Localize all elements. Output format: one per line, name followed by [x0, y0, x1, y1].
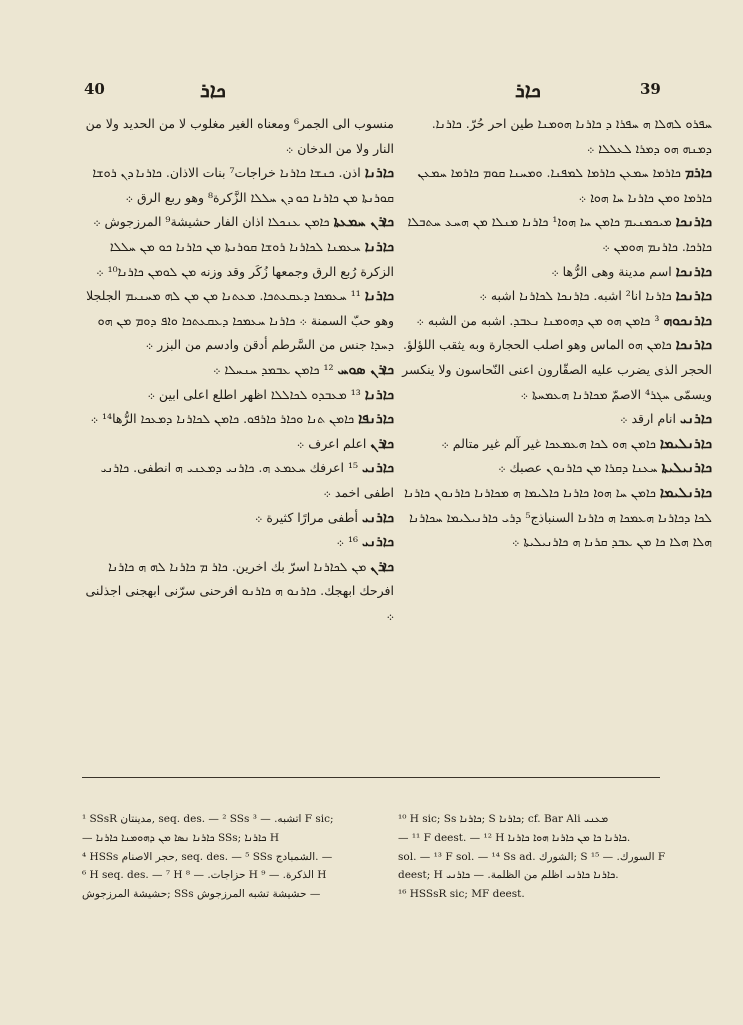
dictionary-entry [82, 506, 394, 531]
entry-text: ܚܥܢܐ ܕܩܪܐ ܡܢ ܟܐܪܢܘܢ عصبك ܀ [498, 460, 658, 476]
entry-text: اذن. ܟܢܫܐ ܟܐܪܢܐ خراجات⁷ بنات الاذان. ܟܐܪܢܐ ܕܢ ܪܘܫܐ ܩܘܪܢܬܐ ܡܢ ܟܐܪܢܐ ܟܘ ܕܢ ܚܠܠܐ الزَّكرة⁸ وهو ربع الرق ܀ [92, 165, 394, 205]
entry-text: ܟܐܪܡܐ ܚܡܥܢ ܟܐܪܡܐ ܠܡܦܢܐ. ܘܡܚܢܐ ܩܘܡ ܟܐܪܡܐ ܚܡܥܢ ܟܐܪܡܐ ܘܡܢ ܟܐܪܢܐ ܚܐ ܗܘܐ ܀ [417, 165, 712, 205]
entry-headword: ܟܐܪܢܐ [364, 288, 394, 305]
footnotes-right [398, 810, 690, 904]
entry-text: ³ ܟܐܡܢ ܗܘ ܡܢ ܕܗܘܡܢܐ ܢܥܒܕ. اشبه من الشبه ܀ [416, 312, 660, 328]
footnote-line: ¹⁰ H sic; Ss ܟܐܪܢܐ; S ܟܐܪܢܐ; cf. Bar Ali ܡܥܢܝ [398, 813, 609, 825]
entry-headword: ܟܐܪܢܐ [364, 165, 394, 182]
entry-headword: ܟܐܪܢܐ [364, 386, 394, 403]
entry-text: ¹³ ܡܥܒܕܘ ܠܟܐܠܠܐ اظهر اطلع اعلى ابين ܀ [147, 386, 361, 402]
entry-text: ܟܐܡܢ ܥܢܟܠܐ اذان الفار حشيشة⁹ المرزجوش ܀ [93, 214, 330, 230]
entry-text: انام ارقد ܀ [619, 411, 676, 427]
dictionary-entry [82, 383, 394, 408]
entry-text: اسم مدينة وهى الرُّها ܀ [551, 263, 672, 279]
left-column [82, 112, 394, 628]
left-page-number: 40 [84, 80, 105, 98]
entry-text: ¹⁶ ܀ [336, 534, 358, 550]
right-page-number: 39 [640, 80, 661, 98]
dictionary-entry [82, 210, 394, 235]
entry-text: ܚܥܡܢܐ ܠܟܐܪܢܐ ܪܘܫܐ ܩܘܪܢܬܐ ܡܢ ܟܐܪܢܐ ܟܘ ܡܢ ܚܠܠܐ الزكرة رُبع الرق وجمعها زُكَر وقد وزنه ܡܢ ܠܘܡܢ ܟܐܪܢܐ¹⁰ ܀ [96, 238, 394, 279]
footnote-line: — ¹¹ F deest. — ¹² H ܟܐܪܢܐ ܟܐ ܡܢ ܟܐܪܢܐ ܗܘܐ ܟܐܪܢܐ. [398, 831, 631, 844]
dictionary-entry [400, 481, 712, 555]
entry-text: ¹⁵ اعرفك ܚܥܡܥ ܗ. ܟܐܪܢܝ ܕܡܥܢܝ ܗ انطفى. ܟܐܪܢܝ اطفى اخمد ܀ [100, 460, 394, 500]
right-running-head: ܟܐܪ [515, 78, 541, 102]
dictionary-entry [82, 235, 394, 284]
entry-headword: ܟܐܪܢ [370, 435, 394, 452]
dictionary-entry [82, 432, 394, 457]
right-column [400, 112, 712, 555]
dictionary-entry [400, 210, 712, 259]
footnote-line: حشيشة المرزجوش; SSs حشيشة تشبه المرزجوش — [82, 888, 321, 901]
entry-headword: ܟܐܪܢܝܠܝܬܐ [661, 460, 712, 477]
entry-text: أطفى مرارًا كثيرة ܀ [254, 509, 358, 525]
footnotes-left [82, 810, 374, 904]
dictionary-entry [400, 284, 712, 309]
entry-headword: ܟܐܪܢܟܘܗ [663, 312, 712, 329]
dictionary-entry [82, 161, 394, 210]
dictionary-entry [82, 407, 394, 432]
entry-text: ܚܦܪܘ ܠܗܠܐ ܗ ܚܦܪܐ ܕ ܟܐܪܢܐ ܗܘܡܢܐ طين احر حُرّ. ܟܐܪܢܐ. ܕܡܢܗ ܗܘ ܕܡܪܐ ܠܥܠܠܐ ܀ [431, 116, 712, 156]
footnote-line: ¹⁶ HSSsR sic; MF deest. [398, 888, 525, 901]
entry-headword: ܟܐܪܢ ܣܘܚ [337, 361, 394, 378]
entry-headword: ܟܐܪܢܟܐ [675, 337, 712, 354]
dictionary-entry [400, 333, 712, 407]
entry-headword: ܟܐܪܢܠܝܡܐ [659, 435, 712, 452]
entry-headword: ܟܐܪܢܝ [361, 509, 394, 526]
dictionary-entry [82, 112, 394, 161]
entry-headword: ܟܐܪܢܝ [679, 411, 712, 428]
entry-text: اعلم اعرف ܀ [296, 435, 367, 451]
dictionary-entry [400, 309, 712, 334]
entry-text: منسوب الى الجمر⁶ ومعناه الغير مغلوب لا من الحديد ولا من النار ولا من الدخان ܀ [85, 116, 394, 156]
entry-text: ܡܝܟܡܢܝܡ ܟܐܡܢ ܚܐ ܗܘܐ¹ ܟܐܪܢܐ ܡܢܠܐ ܡܢ ܗܚܥ ܚܬܒܠܐ ܟܐܪܟܐ. ܟܐܪܢܡ ܗܘܡܢ ܀ [407, 214, 712, 254]
entry-headword: ܟܐܪܡ [684, 165, 712, 182]
entry-text: ܟܐܡܢ ܗܘ الماس وهو اصلب الحجارة وبه يثقب اللؤلؤ. الحجر الذى يضرب عليه الصقّارون اعنى النّحاسون ولا ينكسر ويسمّى ܚܓܪ⁴ الاصمّ ܡܟܐܪܢܐ ܗܥܡܚܬܐ ܀ [402, 337, 712, 402]
entry-text: ܟܐܡܢ ܬܢܐ ܘܟܐܪ ܟܐܪܦܘ. ܟܐܡܢ ܠܟܐܪܢܐ ܕܡܥܟܐ الرُّها¹⁴ ܀ [90, 411, 355, 427]
footnote-line: ⁶ H seq. des. — ⁷ H حزاجات. — ⁸ H الذكرة. — ⁹ H [82, 869, 327, 882]
dictionary-entry [82, 530, 394, 555]
entry-headword: ܟܐܪܢܦܐ [358, 411, 394, 428]
entry-headword: ܟܐܪܢܐ [364, 238, 394, 255]
entry-headword: ܟܐܪܢܟܐ [675, 214, 712, 231]
dictionary-entry [82, 358, 394, 383]
entry-text: ¹² ܟܐܡܢ ܥܒܡܕ ܚܢܚܠܐ ܀ [213, 361, 334, 377]
footnote-line: deest; H ܟܐܪܢܐ ܟܐܪܢܝ اظلم من الظلمة. — ܟܐܪܢܝ. [398, 869, 619, 882]
entry-headword: ܟܐܪܢ ܚܡܥܬܐ [333, 214, 394, 231]
footnote-line: ⁴ HSSs حجر الاصنام, seq. des. — ⁵ SSs الشمبادج. — [82, 850, 333, 863]
dictionary-entry [400, 112, 712, 161]
dictionary-entry [400, 432, 712, 457]
entry-text: ܟܐܡܢ ܗܘ ܠܟܐ ܗܥܡܥܟܐ غير آلم غير متالم ܀ [441, 435, 656, 451]
entry-text: ܟܐܪܢܐ انا² اشبه. ܟܐܪܢܟܐ ܠܟܐܪܢܐ اشبه ܀ [479, 288, 672, 304]
footnote-line: — ܟܐܪܢܐ ܢܣܐ ܡܢ ܕܗܘܡܢܐ ܟܐܪܢܐ SSs; ܟܐܪܢܐ H [82, 831, 279, 844]
left-running-head: ܟܐܪ [200, 78, 226, 102]
footnote-divider [82, 777, 660, 778]
dictionary-entry [400, 456, 712, 481]
entry-headword: ܟܐܪܢܝ [361, 534, 394, 551]
entry-headword: ܟܐܪܢܝ [361, 460, 394, 477]
entry-headword: ܟܐܪܢܟܐ [675, 288, 712, 305]
entry-text: ¹¹ ܚܥܡܟܐ ܕܥܩܥܬܟܐ. ܡܥܬܢܐ ܡܢ ܡܢ ܠܗ ܡܚܢܝܡ الجلجلا وهو حبّ السمنة ܀ ܟܐܪܢܐ ܚܥܡܟܐ ܕܥܩܥܬܟܐ ܘܐܦ ܕܘܡ ܡܢ ܗܘ ܕܚܕܐ جنس من السَّرطم أدقن وادسم من البزر ܀ [86, 288, 394, 353]
footnote-line: ¹ SSsR مدينتان, seq. des. — ² SSs اتشبه. — ³ F sic; [82, 813, 334, 825]
entry-text: ܟܐܡܢ ܚܐ ܗܘܐ ܟܐܪܢܐ ܟܐܠܝܡܐ ܗ ܡܟܐܪܢܐ ܟܐܪܢܘܢ ܟܐܪܢܐ ܠܟܐ ܕܟܐܪܢܐ ܗܥܡܟܐ ܗ ܟܐܪܢܐ السنباذج⁵ ܕܪܝ ܟܐܪܢܝܠܝܡܐ ܚܟܐܪܢܐ ܗܠܐ ܗܠܐ ܟܐ ܡܢ ܥܒܕ ܩܪܢܐ ܗ ܟܐܪܢܝܠܝܬܐ ܀ [404, 484, 712, 550]
dictionary-entry [82, 555, 394, 629]
dictionary-entry [82, 284, 394, 358]
dictionary-entry [400, 260, 712, 285]
dictionary-entry [400, 161, 712, 210]
entry-text: ܡܢ ܠܟܐܪܢܐ اسرّ بك اخرين. ܟܐܪ ܡ ܟܐܪܢܐ ܠܗ ܗ ܟܐܪܢܐ افرحك ابهجك. ܟܐܪܢܘ ܗ ܟܐܪܢܘ افرحنى سرّنى ابهجنى اجذلنى ܀ [85, 558, 394, 623]
entry-headword: ܟܐܪܢ [370, 558, 394, 575]
footnote-line: sol. — ¹³ F sol. — ¹⁴ Ss ad. الشورك; S السورك. — ¹⁵ F [398, 850, 666, 863]
dictionary-entry [82, 456, 394, 505]
entry-headword: ܟܐܪܢܠܝܡܐ [659, 484, 712, 501]
entry-headword: ܟܐܪܢܟܐ [675, 263, 712, 280]
dictionary-entry [400, 407, 712, 432]
